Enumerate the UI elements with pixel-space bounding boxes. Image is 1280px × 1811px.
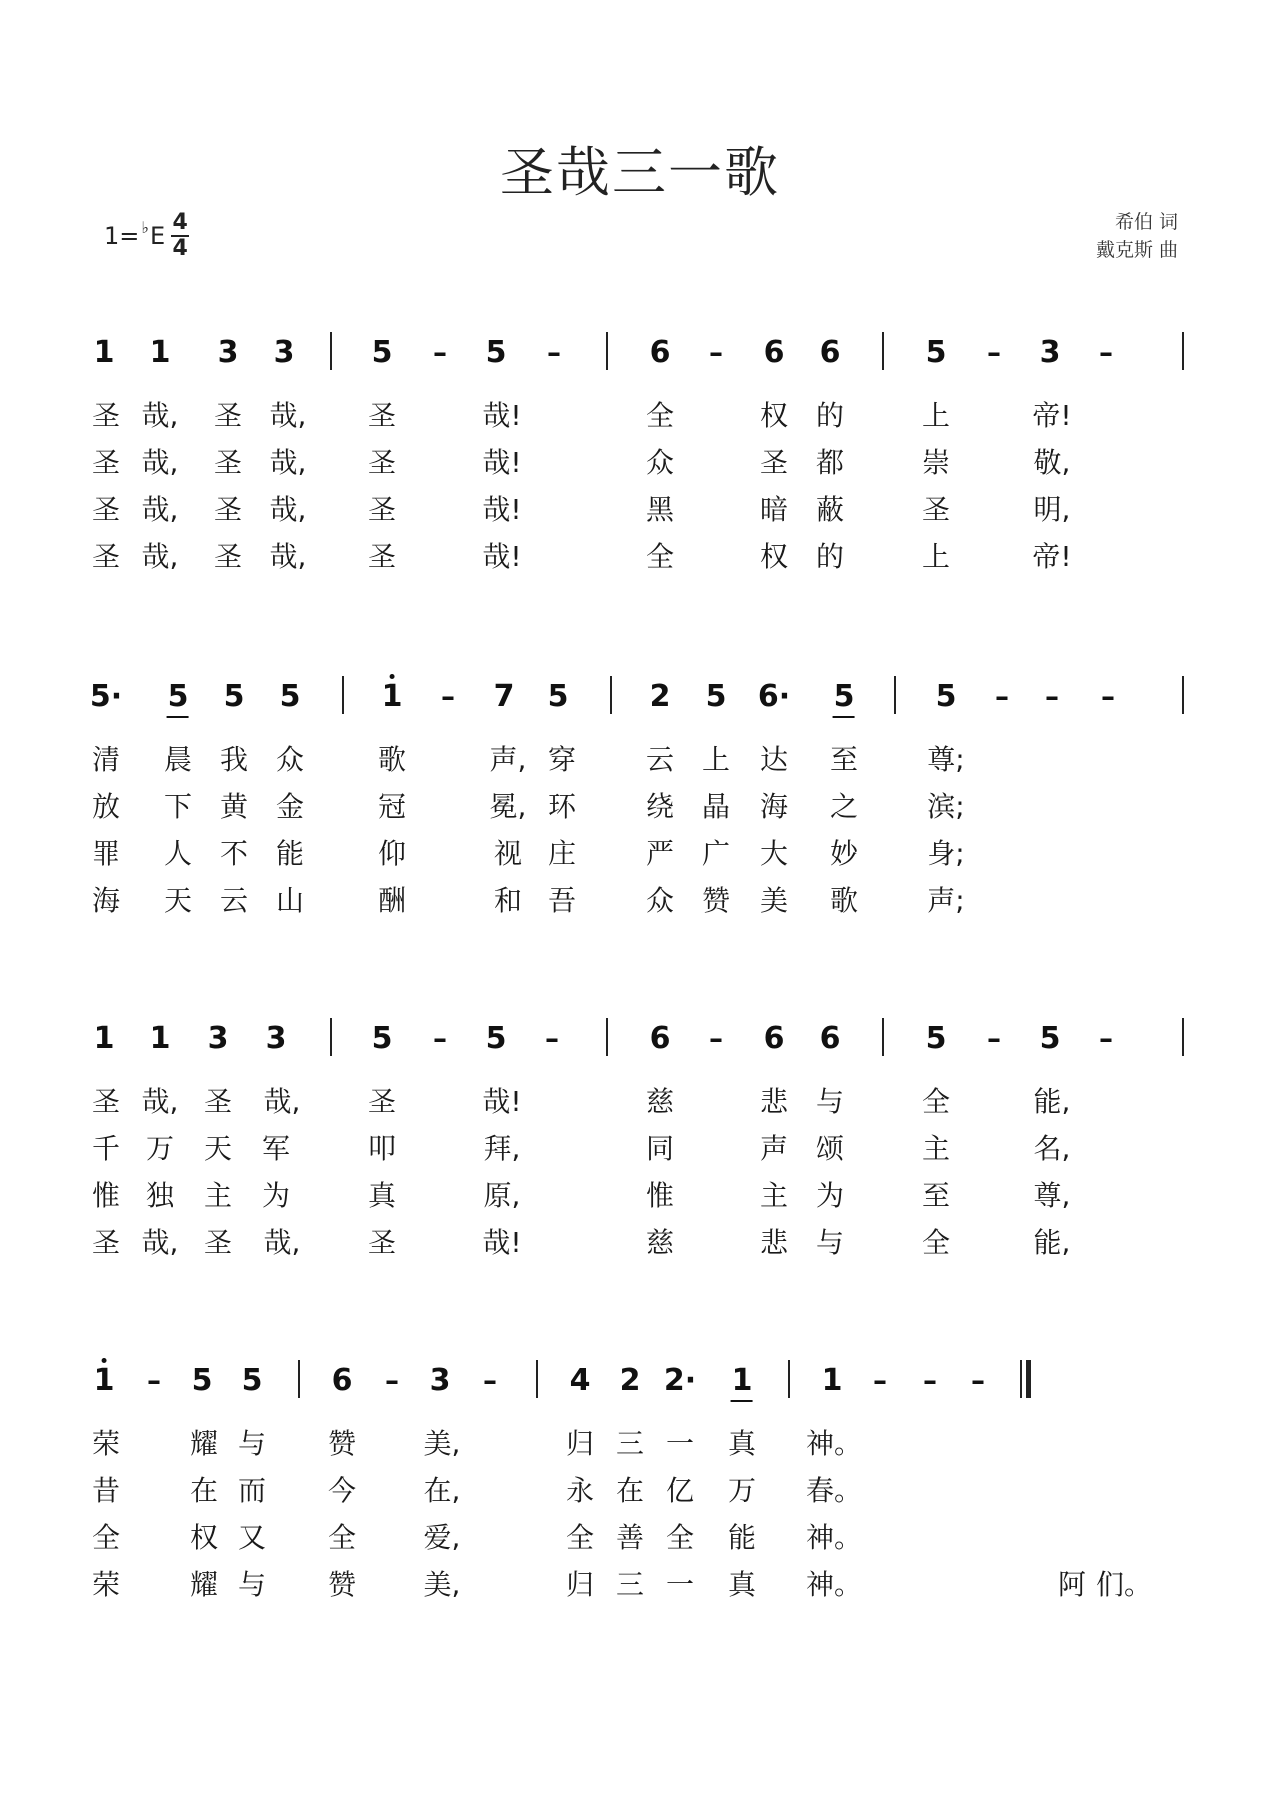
hold-dash: –	[441, 680, 455, 713]
bar-line	[298, 1360, 300, 1398]
lyric-syllable: 美,	[423, 1568, 461, 1601]
lyric-syllable: 能,	[1033, 1226, 1071, 1259]
note: 6	[819, 1021, 841, 1056]
lyric-syllable: 权	[759, 399, 789, 432]
note: 5·	[89, 679, 123, 714]
note: 3	[265, 1021, 287, 1056]
lyric-syllable: 广	[701, 837, 731, 870]
lyric-syllable: 不	[219, 837, 249, 870]
lyric-syllable: 晨	[163, 743, 193, 776]
lyric-syllable: 歌	[377, 743, 407, 776]
lyric-syllable: 声	[759, 1132, 789, 1165]
lyric-syllable: 敬,	[1033, 446, 1071, 479]
note: 2	[649, 679, 671, 714]
lyric-syllable: 千	[91, 1132, 121, 1165]
lyric-syllable: 在,	[423, 1474, 461, 1507]
end-bar-line	[1182, 676, 1184, 714]
lyric-syllable: 名,	[1033, 1132, 1071, 1165]
lyric-syllable: 天	[203, 1132, 233, 1165]
note: 2·	[663, 1363, 697, 1398]
lyric-syllable: 昔	[91, 1474, 121, 1507]
lyric-syllable: 和	[493, 884, 523, 917]
lyrics-block	[0, 392, 1280, 580]
meter-top: 4	[172, 210, 188, 235]
lyric-syllable: 放	[91, 790, 121, 823]
lyric-syllable: 山	[275, 884, 305, 917]
lyric-syllable: 清	[91, 743, 121, 776]
note: 5	[547, 679, 569, 714]
lyric-syllable: 哉,	[141, 493, 179, 526]
lyrics-block	[0, 1420, 1280, 1608]
final-bar-thick	[1026, 1360, 1031, 1398]
lyric-syllable: 圣	[213, 540, 243, 573]
lyric-line-verse-2	[0, 439, 1280, 486]
lyric-syllable: 众	[645, 446, 675, 479]
bar-line	[330, 332, 332, 370]
lyric-syllable: 吾	[547, 884, 577, 917]
hold-dash: –	[923, 1364, 937, 1397]
lyric-syllable: 至	[829, 743, 859, 776]
lyric-line-verse-4	[0, 1219, 1280, 1266]
lyric-syllable: 哉,	[269, 540, 307, 573]
flat-sign: ♭	[141, 217, 149, 237]
lyric-syllable: 真	[367, 1179, 397, 1212]
lyric-syllable: 美,	[423, 1427, 461, 1460]
end-bar-line	[1182, 332, 1184, 370]
lyric-syllable: 环	[547, 790, 577, 823]
lyric-syllable: 一	[665, 1427, 695, 1460]
lyric-syllable: 晶	[701, 790, 731, 823]
lyric-syllable: 全	[565, 1521, 595, 1554]
note: 6	[649, 1021, 671, 1056]
lyric-syllable: 哉,	[269, 399, 307, 432]
lyric-syllable: 全	[921, 1085, 951, 1118]
hold-dash: –	[483, 1364, 497, 1397]
lyric-syllable: 春。	[805, 1474, 863, 1507]
lyric-line-verse-2	[0, 1467, 1280, 1514]
note: 5	[925, 1021, 947, 1056]
credits	[1096, 208, 1178, 264]
note-line	[0, 1014, 1280, 1064]
hold-dash: –	[1045, 680, 1059, 713]
note: 6	[331, 1363, 353, 1398]
song-title: 圣哉三一歌	[500, 141, 780, 204]
lyric-syllable: 海	[759, 790, 789, 823]
lyric-syllable: 妙	[829, 837, 859, 870]
note: 2	[619, 1363, 641, 1398]
note: 5	[241, 1363, 263, 1398]
lyric-syllable: 圣	[91, 399, 121, 432]
lyric-syllable: 全	[645, 399, 675, 432]
lyric-syllable: 穿	[547, 743, 577, 776]
lyric-syllable: 全	[327, 1521, 357, 1554]
note: 5	[1039, 1021, 1061, 1056]
bar-line	[882, 1018, 884, 1056]
lyric-syllable: 三	[615, 1427, 645, 1460]
lyric-syllable: 哉!	[482, 493, 522, 526]
lyric-syllable: 圣	[213, 446, 243, 479]
note: 5	[935, 679, 957, 714]
lyric-syllable: 圣	[759, 446, 789, 479]
note: 3	[207, 1021, 229, 1056]
note: 5	[485, 335, 507, 370]
lyrics-block	[0, 736, 1280, 924]
note: 1	[93, 335, 115, 370]
lyric-syllable: 身;	[927, 837, 965, 870]
lyric-syllable: 哉!	[482, 1226, 522, 1259]
lyric-syllable: 耀	[189, 1568, 219, 1601]
hold-dash: –	[1101, 680, 1115, 713]
lyric-syllable: 圣	[367, 540, 397, 573]
lyric-syllable: 声;	[927, 884, 965, 917]
lyric-syllable: 上	[921, 399, 951, 432]
lyric-syllable: 一	[665, 1568, 695, 1601]
lyric-syllable: 哉,	[141, 1085, 179, 1118]
lyric-syllable: 能,	[1033, 1085, 1071, 1118]
lyric-syllable: 爱,	[423, 1521, 461, 1554]
lyricist-credit: 希伯 词	[1114, 211, 1178, 233]
lyric-syllable: 圣	[91, 446, 121, 479]
lyric-syllable: 赞	[701, 884, 731, 917]
lyric-syllable: 真	[727, 1568, 757, 1601]
hold-dash: –	[971, 1364, 985, 1397]
lyric-line-verse-4	[0, 1561, 1280, 1608]
note: 1	[732, 1356, 753, 1406]
lyric-syllable: 与	[815, 1226, 845, 1259]
lyric-syllable: 哉,	[269, 446, 307, 479]
lyric-syllable: 圣	[91, 540, 121, 573]
lyrics-block	[0, 1078, 1280, 1266]
lyric-syllable: 与	[237, 1568, 267, 1601]
note: 5	[223, 679, 245, 714]
note: 1	[821, 1363, 843, 1398]
lyric-syllable: 哉,	[269, 493, 307, 526]
lyric-syllable: 都	[815, 446, 845, 479]
lyric-syllable: 军	[261, 1132, 291, 1165]
lyric-syllable: 能	[275, 837, 305, 870]
lyric-syllable: 的	[815, 399, 845, 432]
lyric-syllable: 明,	[1033, 493, 1071, 526]
final-bar-thin	[1020, 1360, 1022, 1398]
lyric-syllable: 能	[727, 1521, 757, 1554]
lyric-syllable: 蔽	[815, 493, 845, 526]
lyric-syllable: 善	[615, 1521, 645, 1554]
note: 6	[819, 335, 841, 370]
lyric-line-verse-3	[0, 1172, 1280, 1219]
note-line	[0, 328, 1280, 378]
note: 5	[371, 1021, 393, 1056]
lyric-syllable: 云	[219, 884, 249, 917]
lyric-syllable: 万	[727, 1474, 757, 1507]
hold-dash: –	[1099, 1022, 1113, 1055]
lyric-syllable: 三	[615, 1568, 645, 1601]
hold-dash: –	[873, 1364, 887, 1397]
music-system-2	[0, 672, 1280, 924]
lyric-syllable: 滨;	[927, 790, 965, 823]
meter-bottom: 4	[172, 236, 188, 261]
lyric-syllable: 哉,	[263, 1085, 301, 1118]
lyric-syllable: 主	[921, 1132, 951, 1165]
lyric-syllable: 惟	[645, 1179, 675, 1212]
lyric-syllable: 全	[645, 540, 675, 573]
lyric-syllable: 海	[91, 884, 121, 917]
lyric-syllable: 圣	[367, 446, 397, 479]
lyric-syllable: 万	[145, 1132, 175, 1165]
lyric-syllable: 达	[759, 743, 789, 776]
lyric-syllable: 慈	[645, 1226, 675, 1259]
composer-credit: 戴克斯 曲	[1095, 239, 1178, 261]
lyric-syllable: 圣	[203, 1085, 233, 1118]
lyric-syllable: 哉,	[141, 540, 179, 573]
lyric-syllable: 黄	[219, 790, 249, 823]
lyric-syllable: 全	[921, 1226, 951, 1259]
note: 5	[925, 335, 947, 370]
lyric-syllable: 之	[829, 790, 859, 823]
lyric-syllable: 为	[261, 1179, 291, 1212]
note: 5	[168, 672, 189, 722]
lyric-syllable: 歌	[829, 884, 859, 917]
lyric-syllable: 全	[665, 1521, 695, 1554]
time-signature	[171, 211, 189, 261]
lyric-syllable: 永	[565, 1474, 595, 1507]
bar-line	[536, 1360, 538, 1398]
lyric-syllable: 圣	[367, 399, 397, 432]
lyric-syllable: 严	[645, 837, 675, 870]
lyric-syllable: 悲	[759, 1085, 789, 1118]
lyric-syllable: 声,	[489, 743, 527, 776]
bar-line	[606, 1018, 608, 1056]
lyric-syllable: 天	[163, 884, 193, 917]
lyric-syllable: 圣	[921, 493, 951, 526]
lyric-syllable: 圣	[91, 1226, 121, 1259]
hold-dash: –	[709, 336, 723, 369]
lyric-syllable: 神。	[805, 1427, 863, 1460]
lyric-syllable: 们。	[1095, 1568, 1153, 1601]
lyric-syllable: 美	[759, 884, 789, 917]
lyric-syllable: 惟	[91, 1179, 121, 1212]
hold-dash: –	[433, 336, 447, 369]
lyric-syllable: 崇	[921, 446, 951, 479]
lyric-syllable: 哉,	[141, 446, 179, 479]
lyric-syllable: 真	[727, 1427, 757, 1460]
lyric-syllable: 暗	[759, 493, 789, 526]
lyric-syllable: 神。	[805, 1568, 863, 1601]
lyric-syllable: 众	[645, 884, 675, 917]
lyric-syllable: 圣	[91, 493, 121, 526]
hold-dash: –	[545, 1022, 559, 1055]
lyric-syllable: 圣	[367, 1226, 397, 1259]
note: 3	[429, 1363, 451, 1398]
note: 5	[485, 1021, 507, 1056]
lyric-syllable: 神。	[805, 1521, 863, 1554]
note: 6	[763, 335, 785, 370]
bar-line	[894, 676, 896, 714]
lyric-syllable: 帝!	[1032, 399, 1072, 432]
lyric-syllable: 为	[815, 1179, 845, 1212]
note: 5	[191, 1363, 213, 1398]
lyric-syllable: 颂	[815, 1132, 845, 1165]
lyric-syllable: 荣	[91, 1568, 121, 1601]
note: 3	[1039, 335, 1061, 370]
bar-line	[342, 676, 344, 714]
lyric-line-verse-4	[0, 877, 1280, 924]
note: 5	[834, 672, 855, 722]
lyric-syllable: 而	[237, 1474, 267, 1507]
lyric-syllable: 赞	[327, 1427, 357, 1460]
note: 1	[94, 1356, 115, 1406]
lyric-syllable: 亿	[665, 1474, 695, 1507]
lyric-syllable: 圣	[367, 493, 397, 526]
lyric-syllable: 仰	[377, 837, 407, 870]
lyric-syllable: 下	[163, 790, 193, 823]
note: 3	[217, 335, 239, 370]
bar-line	[882, 332, 884, 370]
lyric-line-verse-3	[0, 830, 1280, 877]
lyric-line-verse-1	[0, 736, 1280, 783]
lyric-syllable: 权	[189, 1521, 219, 1554]
lyric-line-verse-1	[0, 392, 1280, 439]
lyric-syllable: 悲	[759, 1226, 789, 1259]
lyric-syllable: 归	[565, 1568, 595, 1601]
lyric-syllable: 哉,	[141, 399, 179, 432]
key-signature	[104, 206, 189, 266]
bar-line	[610, 676, 612, 714]
hold-dash: –	[433, 1022, 447, 1055]
lyric-syllable: 同	[645, 1132, 675, 1165]
lyric-syllable: 拜,	[483, 1132, 521, 1165]
lyric-syllable: 阿	[1057, 1568, 1087, 1601]
lyric-line-verse-3	[0, 1514, 1280, 1561]
lyric-syllable: 云	[645, 743, 675, 776]
lyric-syllable: 又	[237, 1521, 267, 1554]
lyric-syllable: 与	[815, 1085, 845, 1118]
bar-line	[606, 332, 608, 370]
note: 5	[705, 679, 727, 714]
lyric-syllable: 的	[815, 540, 845, 573]
lyric-syllable: 权	[759, 540, 789, 573]
hold-dash: –	[1099, 336, 1113, 369]
lyric-syllable: 冠	[377, 790, 407, 823]
note: 1	[149, 335, 171, 370]
lyric-syllable: 今	[327, 1474, 357, 1507]
lyric-syllable: 至	[921, 1179, 951, 1212]
lyric-syllable: 全	[91, 1521, 121, 1554]
hold-dash: –	[147, 1364, 161, 1397]
lyric-syllable: 原,	[483, 1179, 521, 1212]
lyric-syllable: 在	[189, 1474, 219, 1507]
music-system-1	[0, 328, 1280, 580]
lyric-syllable: 哉,	[263, 1226, 301, 1259]
lyric-syllable: 尊,	[1033, 1179, 1071, 1212]
note: 5	[279, 679, 301, 714]
lyric-syllable: 哉,	[141, 1226, 179, 1259]
note: 7	[493, 679, 515, 714]
note: 6	[649, 335, 671, 370]
note: 3	[273, 335, 295, 370]
lyric-syllable: 金	[275, 790, 305, 823]
lyric-syllable: 圣	[367, 1085, 397, 1118]
lyric-syllable: 视	[493, 837, 523, 870]
lyric-syllable: 哉!	[482, 446, 522, 479]
lyric-syllable: 罪	[91, 837, 121, 870]
lyric-syllable: 归	[565, 1427, 595, 1460]
hold-dash: –	[987, 336, 1001, 369]
lyric-line-verse-2	[0, 783, 1280, 830]
lyric-line-verse-1	[0, 1078, 1280, 1125]
lyric-syllable: 大	[759, 837, 789, 870]
hold-dash: –	[709, 1022, 723, 1055]
lyric-syllable: 人	[163, 837, 193, 870]
hold-dash: –	[987, 1022, 1001, 1055]
end-bar-line	[1182, 1018, 1184, 1056]
music-system-4	[0, 1356, 1280, 1608]
bar-line	[330, 1018, 332, 1056]
lyric-syllable: 尊;	[927, 743, 965, 776]
lyric-syllable: 慈	[645, 1085, 675, 1118]
note: 4	[569, 1363, 591, 1398]
lyric-syllable: 圣	[213, 399, 243, 432]
lyric-syllable: 冕,	[489, 790, 527, 823]
lyric-syllable: 黑	[645, 493, 675, 526]
lyric-syllable: 圣	[213, 493, 243, 526]
lyric-syllable: 主	[759, 1179, 789, 1212]
note: 6·	[757, 679, 791, 714]
lyric-syllable: 我	[219, 743, 249, 776]
hold-dash: –	[385, 1364, 399, 1397]
key-note: E	[149, 222, 166, 250]
lyric-syllable: 主	[203, 1179, 233, 1212]
lyric-syllable: 圣	[91, 1085, 121, 1118]
lyric-syllable: 众	[275, 743, 305, 776]
lyric-syllable: 哉!	[482, 1085, 522, 1118]
lyric-syllable: 叩	[367, 1132, 397, 1165]
note: 5	[371, 335, 393, 370]
lyric-syllable: 庄	[547, 837, 577, 870]
key-base: 1=	[104, 222, 140, 250]
lyric-syllable: 上	[921, 540, 951, 573]
lyric-line-verse-2	[0, 1125, 1280, 1172]
lyric-syllable: 赞	[327, 1568, 357, 1601]
note: 1	[382, 672, 403, 722]
lyric-syllable: 帝!	[1032, 540, 1072, 573]
hold-dash: –	[547, 336, 561, 369]
note: 1	[149, 1021, 171, 1056]
lyric-syllable: 耀	[189, 1427, 219, 1460]
note-line	[0, 672, 1280, 722]
lyric-syllable: 圣	[203, 1226, 233, 1259]
lyric-line-verse-1	[0, 1420, 1280, 1467]
bar-line	[788, 1360, 790, 1398]
note-line	[0, 1356, 1280, 1406]
lyric-syllable: 哉!	[482, 399, 522, 432]
lyric-syllable: 在	[615, 1474, 645, 1507]
note: 6	[763, 1021, 785, 1056]
lyric-syllable: 绕	[645, 790, 675, 823]
note: 1	[93, 1021, 115, 1056]
lyric-syllable: 哉!	[482, 540, 522, 573]
lyric-syllable: 独	[145, 1179, 175, 1212]
lyric-syllable: 荣	[91, 1427, 121, 1460]
lyric-line-verse-3	[0, 486, 1280, 533]
music-system-3	[0, 1014, 1280, 1266]
lyric-syllable: 上	[701, 743, 731, 776]
lyric-line-verse-4	[0, 533, 1280, 580]
hold-dash: –	[995, 680, 1009, 713]
lyric-syllable: 酬	[377, 884, 407, 917]
lyric-syllable: 与	[237, 1427, 267, 1460]
